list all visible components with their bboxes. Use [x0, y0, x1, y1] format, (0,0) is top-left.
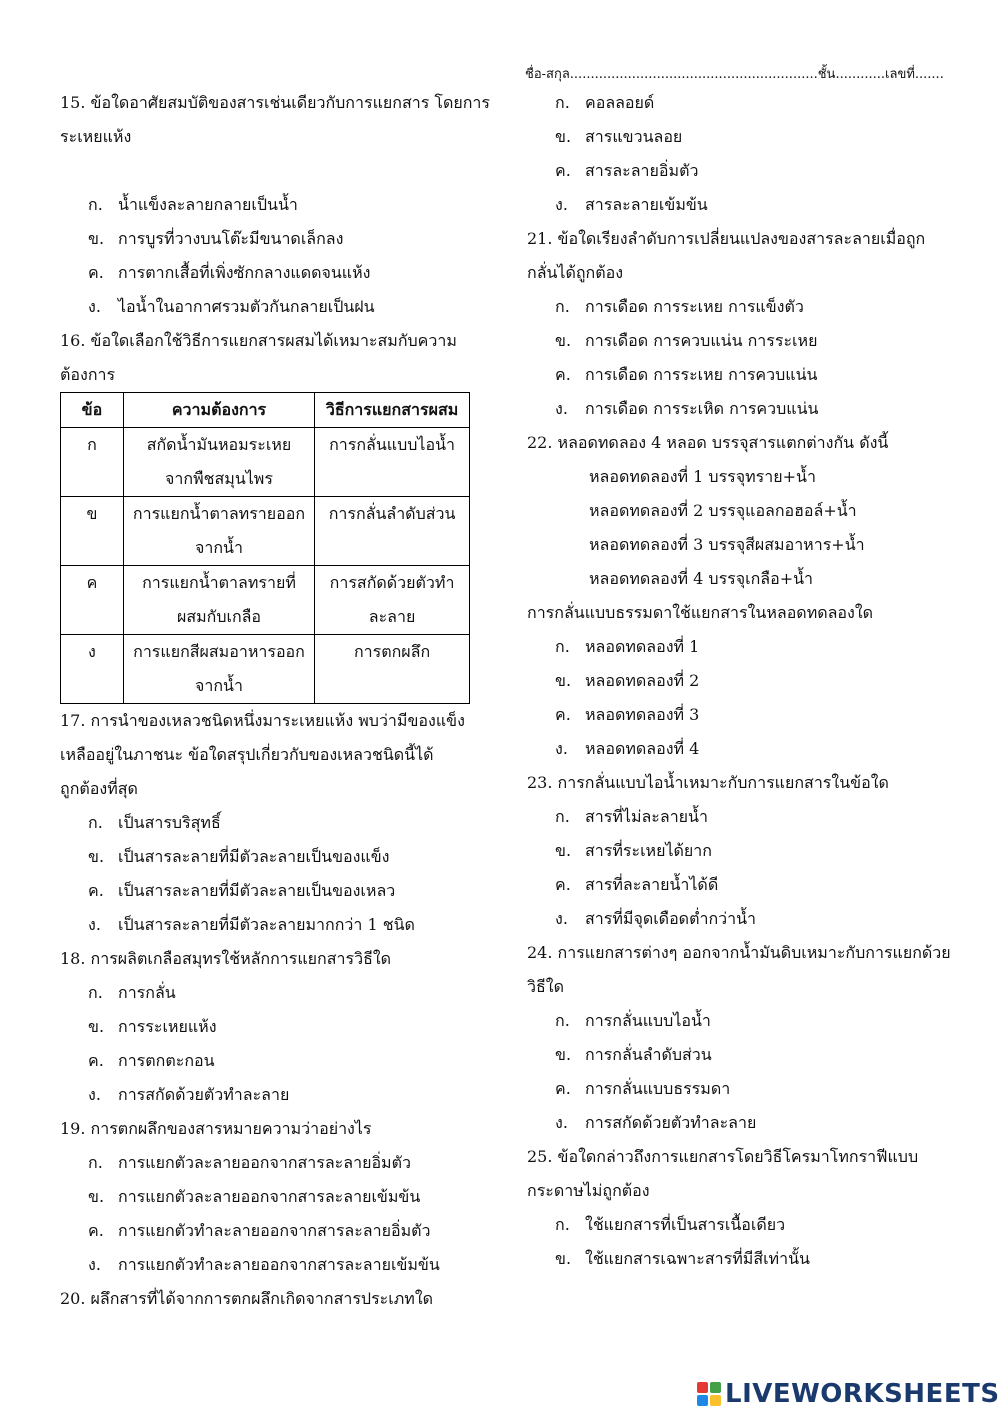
q25-option-a[interactable]: ก. ใช้แยกสารที่เป็นสารเนื้อเดียว [555, 1215, 786, 1234]
q16-header-key: ข้อ [61, 393, 124, 428]
q23-option-d[interactable]: ง. สารที่มีจุดเดือดต่ำกว่าน้ำ [555, 909, 757, 928]
q21-option-d[interactable]: ง. การเดือด การระเหิด การควบแน่น [555, 399, 819, 418]
q16-row-need: การแยกสีผสมอาหารออก จากน้ำ [123, 635, 314, 704]
q15-option-b[interactable]: ข. การบูรที่วางบนโต๊ะมีขนาดเล็กลง [88, 229, 344, 248]
q24-option-c[interactable]: ค. การกลั่นแบบธรรมดา [555, 1079, 731, 1098]
q18-option-b[interactable]: ข. การระเหยแห้ง [88, 1017, 217, 1036]
q24-stem-line: 24. การแยกสารต่างๆ ออกจากน้ำมันดิบเหมาะกับการแยกด้วย [527, 943, 951, 962]
q21-option-b[interactable]: ข. การเดือด การควบแน่น การระเหย [555, 331, 818, 350]
q23-option-c[interactable]: ค. สารที่ละลายน้ำได้ดี [555, 875, 719, 894]
q22-tube-2: หลอดทดลองที่ 2 บรรจุแอลกอฮอล์+น้ำ [589, 501, 857, 520]
q20-stem-line: 20. ผลึกสารที่ได้จากการตกผลึกเกิดจากสารประเภทใด [60, 1289, 434, 1308]
q25-stem-line: 25. ข้อใดกล่าวถึงการแยกสารโดยวิธีโครมาโทกราฟีแบบ [527, 1147, 919, 1166]
q17-option-c[interactable]: ค. เป็นสารละลายที่มีตัวละลายเป็นของเหลว [88, 881, 396, 900]
q18-option-d[interactable]: ง. การสกัดด้วยตัวทำละลาย [88, 1085, 290, 1104]
q19-option-d[interactable]: ง. การแยกตัวทำละลายออกจากสารละลายเข้มข้น [88, 1255, 440, 1274]
q17-option-d[interactable]: ง. เป็นสารละลายที่มีตัวละลายมากกว่า 1 ชนิด [88, 915, 415, 934]
q16-row-key: ข [61, 497, 124, 566]
q16-row-method: การสกัดด้วยตัวทำ ละลาย [315, 566, 470, 635]
q19-option-c[interactable]: ค. การแยกตัวทำละลายออกจากสารละลายอิ่มตัว [88, 1221, 431, 1240]
q22-option-c[interactable]: ค. หลอดทดลองที่ 3 [555, 705, 700, 724]
q22-option-b[interactable]: ข. หลอดทดลองที่ 2 [555, 671, 700, 690]
q17-option-b[interactable]: ข. เป็นสารละลายที่มีตัวละลายเป็นของแข็ง [88, 847, 390, 866]
q21-stem-line: กลั่นได้ถูกต้อง [527, 263, 624, 282]
name-class-number-line: ชื่อ-สกุล............................................................ชั้น............เลขที่....... [525, 67, 944, 82]
q21-option-a[interactable]: ก. การเดือด การระเหย การแข็งตัว [555, 297, 804, 316]
q17-stem-line: 17. การนำของเหลวชนิดหนึ่งมาระเหยแห้ง พบว่ามีของแข็ง [60, 711, 465, 730]
q16-row-key: ค [61, 566, 124, 635]
q23-option-a[interactable]: ก. สารที่ไม่ละลายน้ำ [555, 807, 708, 826]
q22-option-a[interactable]: ก. หลอดทดลองที่ 1 [555, 637, 700, 656]
q15-option-d[interactable]: ง. ไอน้ำในอากาศรวมตัวกันกลายเป็นฝน [88, 297, 375, 316]
q22-option-d[interactable]: ง. หลอดทดลองที่ 4 [555, 739, 700, 758]
q24-option-a[interactable]: ก. การกลั่นแบบไอน้ำ [555, 1011, 711, 1030]
q16-table-row [61, 497, 470, 566]
q16-table-row [61, 566, 470, 635]
q25-option-b[interactable]: ข. ใช้แยกสารเฉพาะสารที่มีสีเท่านั้น [555, 1249, 810, 1268]
q21-option-c[interactable]: ค. การเดือด การระเหย การควบแน่น [555, 365, 818, 384]
q23-option-b[interactable]: ข. สารที่ระเหยได้ยาก [555, 841, 712, 860]
q20-option-c[interactable]: ค. สารละลายอิ่มตัว [555, 161, 699, 180]
q16-row-method: การกลั่นแบบไอน้ำ [315, 428, 470, 497]
right-column [527, 86, 951, 1276]
q16-row-key: ก [61, 428, 124, 497]
q16-stem-line: 16. ข้อใดเลือกใช้วิธีการแยกสารผสมได้เหมาะสมกับความ [60, 331, 457, 350]
q16-table-row [61, 428, 470, 497]
q25-stem-line: กระดาษไม่ถูกต้อง [527, 1181, 650, 1200]
q15-stem-line: 15. ข้อใดอาศัยสมบัติของสารเช่นเดียวกับการแยกสาร โดยการ [60, 93, 490, 112]
q15-option-c[interactable]: ค. การตากเสื้อที่เพิ่งซักกลางแดดจนแห้ง [88, 263, 371, 282]
q18-option-a[interactable]: ก. การกลั่น [88, 983, 176, 1002]
q20-option-d[interactable]: ง. สารละลายเข้มข้น [555, 195, 708, 214]
q16-table [60, 392, 470, 704]
q23-stem-line: 23. การกลั่นแบบไอน้ำเหมาะกับการแยกสารในข้อใด [527, 773, 889, 792]
q22-tube-3: หลอดทดลองที่ 3 บรรจุสีผสมอาหาร+น้ำ [589, 535, 865, 554]
q16-header-method: วิธีการแยกสารผสม [315, 393, 470, 428]
q18-stem-line: 18. การผลิตเกลือสมุทรใช้หลักการแยกสารวิธีใด [60, 949, 392, 968]
q16-header-need: ความต้องการ [123, 393, 314, 428]
q24-option-d[interactable]: ง. การสกัดด้วยตัวทำละลาย [555, 1113, 757, 1132]
q17-stem-line: ถูกต้องที่สุด [60, 779, 138, 798]
q16-row-key: ง [61, 635, 124, 704]
left-column [60, 86, 490, 1316]
liveworksheets-logo [697, 1378, 1000, 1410]
liveworksheets-logo-icon [697, 1382, 721, 1406]
q22-question: การกลั่นแบบธรรมดาใช้แยกสารในหลอดทดลองใด [527, 603, 874, 622]
q19-stem-line: 19. การตกผลึกของสารหมายความว่าอย่างไร [60, 1119, 372, 1138]
q15-stem-line: ระเหยแห้ง [60, 127, 132, 146]
q16-stem-line: ต้องการ [60, 365, 116, 384]
liveworksheets-brand: LIVEWORKSHEETS [725, 1379, 1000, 1409]
q19-option-b[interactable]: ข. การแยกตัวละลายออกจากสารละลายเข้มข้น [88, 1187, 421, 1206]
q16-row-need: การแยกน้ำตาลทรายออก จากน้ำ [123, 497, 314, 566]
q18-option-c[interactable]: ค. การตกตะกอน [88, 1051, 215, 1070]
q16-row-method: การกลั่นลำดับส่วน [315, 497, 470, 566]
q21-stem-line: 21. ข้อใดเรียงลำดับการเปลี่ยนแปลงของสารละลายเมื่อถูก [527, 229, 926, 248]
q24-stem-line: วิธีใด [527, 977, 564, 996]
q19-option-a[interactable]: ก. การแยกตัวละลายออกจากสารละลายอิ่มตัว [88, 1153, 411, 1172]
q22-tube-4: หลอดทดลองที่ 4 บรรจุเกลือ+น้ำ [589, 569, 814, 588]
q16-row-method: การตกผลึก [315, 635, 470, 704]
q22-tube-1: หลอดทดลองที่ 1 บรรจุทราย+น้ำ [589, 467, 816, 486]
q16-table-row [61, 635, 470, 704]
q16-row-need: การแยกน้ำตาลทรายที่ ผสมกับเกลือ [123, 566, 314, 635]
q16-row-need: สกัดน้ำมันหอมระเหย จากพืชสมุนไพร [123, 428, 314, 497]
q20-option-b[interactable]: ข. สารแขวนลอย [555, 127, 683, 146]
q20-option-a[interactable]: ก. คอลลอยด์ [555, 93, 655, 112]
q22-stem-line: 22. หลอดทดลอง 4 หลอด บรรจุสารแตกต่างกัน ดังนี้ [527, 433, 889, 452]
q17-option-a[interactable]: ก. เป็นสารบริสุทธิ์ [88, 813, 221, 832]
q24-option-b[interactable]: ข. การกลั่นลำดับส่วน [555, 1045, 712, 1064]
q17-stem-line: เหลืออยู่ในภาชนะ ข้อใดสรุปเกี่ยวกับของเหลวชนิดนี้ได้ [60, 745, 434, 764]
q15-option-a[interactable]: ก. น้ำแข็งละลายกลายเป็นน้ำ [88, 195, 298, 214]
q16-table-header-row [61, 393, 470, 428]
